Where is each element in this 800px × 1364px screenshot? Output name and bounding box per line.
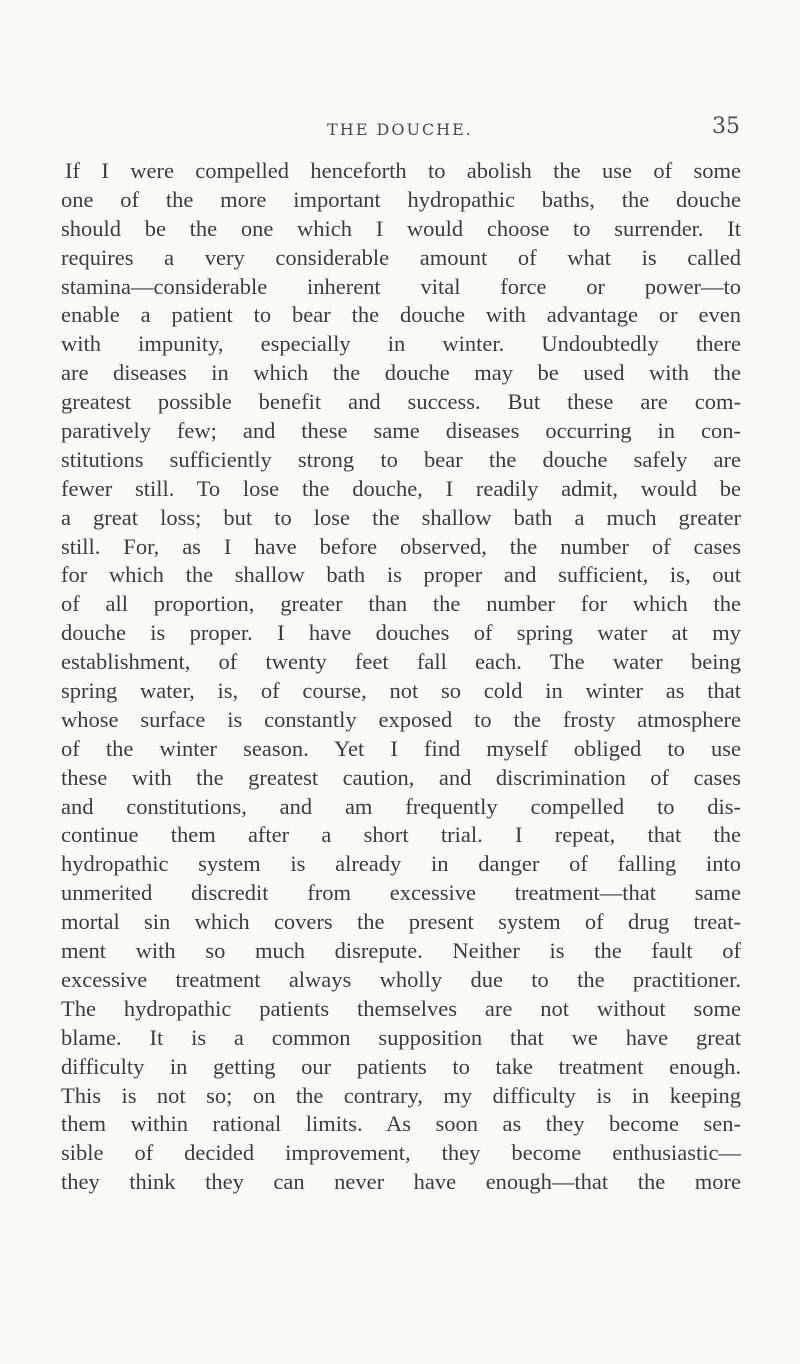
text-line: difficulty in getting our patients to take treatment enough. (61, 1053, 741, 1079)
text-line: they think they can never have enough—that the more (61, 1169, 741, 1195)
text-line: continue them after a short trial. I repeat, that the (61, 822, 741, 848)
page-number: 35 (712, 114, 740, 139)
text-line: requires a very considerable amount of what is called (61, 244, 741, 270)
text-line: sible of decided improvement, they become enthusiastic— (61, 1140, 741, 1166)
text-line: hydropathic system is already in danger of falling into (61, 851, 741, 877)
text-line: one of the more important hydropathic baths, the douche (61, 186, 741, 212)
text-line: stamina—considerable inherent vital force or power—to (61, 273, 741, 299)
text-line: and constitutions, and am frequently compelled to dis- (61, 793, 741, 819)
text-line: douche is proper. I have douches of spring water at my (61, 620, 741, 646)
text-line: paratively few; and these same diseases occurring in con- (61, 418, 741, 444)
running-head (60, 114, 740, 148)
text-line: still. For, as I have before observed, the number of cases (61, 533, 741, 559)
text-line: whose surface is constantly exposed to the frosty atmosphere (61, 706, 741, 732)
text-line: for which the shallow bath is proper and sufficient, is, out (61, 562, 741, 588)
text-line: excessive treatment always wholly due to the practitioner. (61, 966, 741, 992)
running-title: THE DOUCHE. (327, 120, 473, 139)
text-line: them within rational limits. As soon as they become sen- (61, 1111, 741, 1137)
text-line: establishment, of twenty feet fall each. The water being (61, 649, 741, 675)
text-line: fewer still. To lose the douche, I readily admit, would be (61, 475, 741, 501)
text-line: mortal sin which covers the present system of drug treat- (61, 909, 741, 935)
text-line: This is not so; on the contrary, my difficulty is in keeping (61, 1082, 741, 1108)
text-line: stitutions sufficiently strong to bear the douche safely are (61, 446, 741, 472)
text-line: The hydropathic patients themselves are not without some (61, 995, 741, 1021)
body-text (61, 157, 741, 1197)
text-line: a great loss; but to lose the shallow bath a much greater (61, 504, 741, 530)
text-line: If I were compelled henceforth to abolish the use of some (65, 158, 741, 183)
text-line: with impunity, especially in winter. Undoubtedly there (61, 331, 741, 357)
text-line: these with the greatest caution, and discrimination of cases (61, 764, 741, 790)
text-line: are diseases in which the douche may be used with the (61, 360, 741, 386)
text-line: should be the one which I would choose to surrender. It (61, 215, 741, 241)
text-line: of the winter season. Yet I find myself obliged to use (61, 735, 741, 761)
text-line: unmerited discredit from excessive treatment—that same (61, 880, 741, 906)
text-line: greatest possible benefit and success. But these are com- (61, 389, 741, 415)
text-line: blame. It is a common supposition that we have great (61, 1024, 741, 1050)
text-line: ment with so much disrepute. Neither is the fault of (61, 938, 741, 964)
text-line: of all proportion, greater than the number for which the (61, 591, 741, 617)
text-line: enable a patient to bear the douche with advantage or even (61, 302, 741, 328)
text-line: spring water, is, of course, not so cold in winter as that (61, 678, 741, 704)
